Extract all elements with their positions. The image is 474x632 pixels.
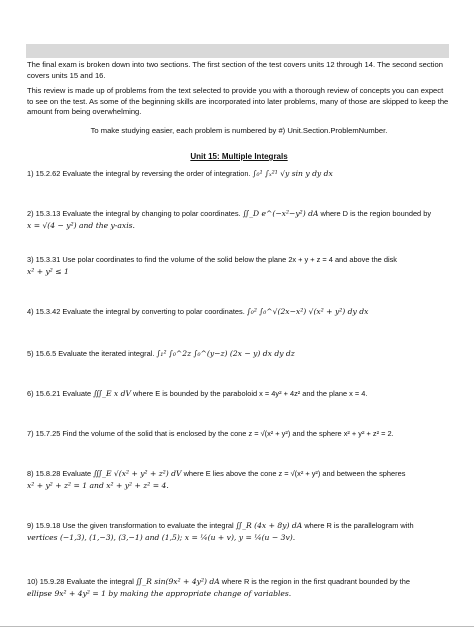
problem-text-2: where R is the region in the first quadrant bounded by the: [221, 577, 410, 586]
problem-5: [27, 348, 455, 360]
problem-text: 15.8.28 Evaluate: [35, 469, 92, 478]
problem-3: [27, 254, 455, 278]
problem-number: 5): [27, 349, 34, 358]
problem-math: ∫₀¹ ∫ₓ²¹ √y sin y dy dx: [252, 169, 333, 178]
problem-6: [27, 388, 455, 400]
problem-line-2: ellipse 9x² + 4y² = 1 by making the appropriate change of variables.: [27, 589, 292, 598]
problem-text: 15.2.62 Evaluate the integral by reversing the order of integration.: [35, 169, 251, 178]
problem-text-2: where E lies above the cone z = √(x² + y²) and between the spheres: [183, 469, 406, 478]
problem-number: 3): [27, 255, 34, 264]
problem-text: 15.9.28 Evaluate the integral: [39, 577, 134, 586]
problem-text: 15.7.25 Find the volume of the solid that is enclosed by the cone z = √(x² + y²) and the sphere x² + y² + z² = 2.: [35, 429, 394, 438]
problem-1: [27, 168, 455, 180]
header-bar: [26, 44, 449, 58]
problem-number: 4): [27, 307, 34, 316]
intro-paragraph-1: The final exam is broken down into two sections. The first section of the test covers units 12 through 14. The second section covers units 15 and 16.: [27, 60, 443, 80]
problem-text-2: where E is bounded by the paraboloid x = 4y² + 4z² and the plane x = 4.: [133, 389, 368, 398]
problem-9: [27, 520, 455, 544]
problem-line-2: x² + y² ≤ 1: [27, 267, 69, 276]
problem-line-2: vertices (−1,3), (1,−3), (3,−1) and (1,5); x = ¼(u + v), y = ¼(u − 3v).: [27, 533, 296, 542]
page-divider: [0, 626, 474, 627]
problem-text-2: where R is the parallelogram with: [304, 521, 414, 530]
problem-math: ∬_D e^(−x²−y²) dA: [242, 209, 319, 218]
problem-number: 10): [27, 577, 38, 586]
problem-math: ∭_E √(x² + y² + z²) dV: [93, 469, 182, 478]
problem-4: [27, 306, 455, 318]
numbering-note: To make studying easier, each problem is numbered by #) Unit.Section.ProblemNumber.: [90, 126, 388, 135]
problem-text-2: where D is the region bounded by: [320, 209, 432, 218]
problem-number: 6): [27, 389, 34, 398]
problem-line-2: x = √(4 − y²) and the y-axis.: [27, 221, 135, 230]
problem-text: 15.9.18 Use the given transformation to evaluate the integral: [35, 521, 234, 530]
problem-math: ∬_R sin(9x² + 4y²) dA: [135, 577, 220, 586]
problem-math: ∭_E x dV: [93, 389, 131, 398]
problem-number: 9): [27, 521, 34, 530]
problem-text: 15.3.31 Use polar coordinates to find the volume of the solid below the plane 2x + y + z = 4 and above the disk: [35, 255, 397, 264]
problem-number: 1): [27, 169, 34, 178]
intro-paragraph-2: This review is made up of problems from the text selected to provide you with a thorough review of concepts you can expect to see on the test. As some of the beginning skills are incorporated into later problems, many of those are skipped to keep the amount from being overwhelming.: [27, 86, 449, 117]
problem-math: ∬_R (4x + 8y) dA: [235, 521, 303, 530]
problem-8: [27, 468, 455, 492]
problem-math: ∫₀² ∫₀^√(2x−x²) √(x² + y²) dy dx: [246, 307, 369, 316]
problem-math: ∫₁² ∫₀^2z ∫₀^(y−z) (2x − y) dx dy dz: [156, 349, 295, 358]
problem-text: 15.3.42 Evaluate the integral by converting to polar coordinates.: [35, 307, 245, 316]
problem-number: 2): [27, 209, 34, 218]
problem-number: 8): [27, 469, 34, 478]
problem-text: 15.6.21 Evaluate: [35, 389, 92, 398]
problem-line-2: x² + y² + z² = 1 and x² + y² + z² = 4.: [27, 481, 169, 490]
problem-number: 7): [27, 429, 34, 438]
problem-7: [27, 428, 455, 440]
unit-title: Unit 15: Multiple Integrals: [190, 152, 288, 161]
problem-text: 15.3.13 Evaluate the integral by changing to polar coordinates.: [35, 209, 241, 218]
problem-10: [27, 576, 455, 600]
problem-text: 15.6.5 Evaluate the iterated integral.: [35, 349, 155, 358]
problem-2: [27, 208, 455, 232]
